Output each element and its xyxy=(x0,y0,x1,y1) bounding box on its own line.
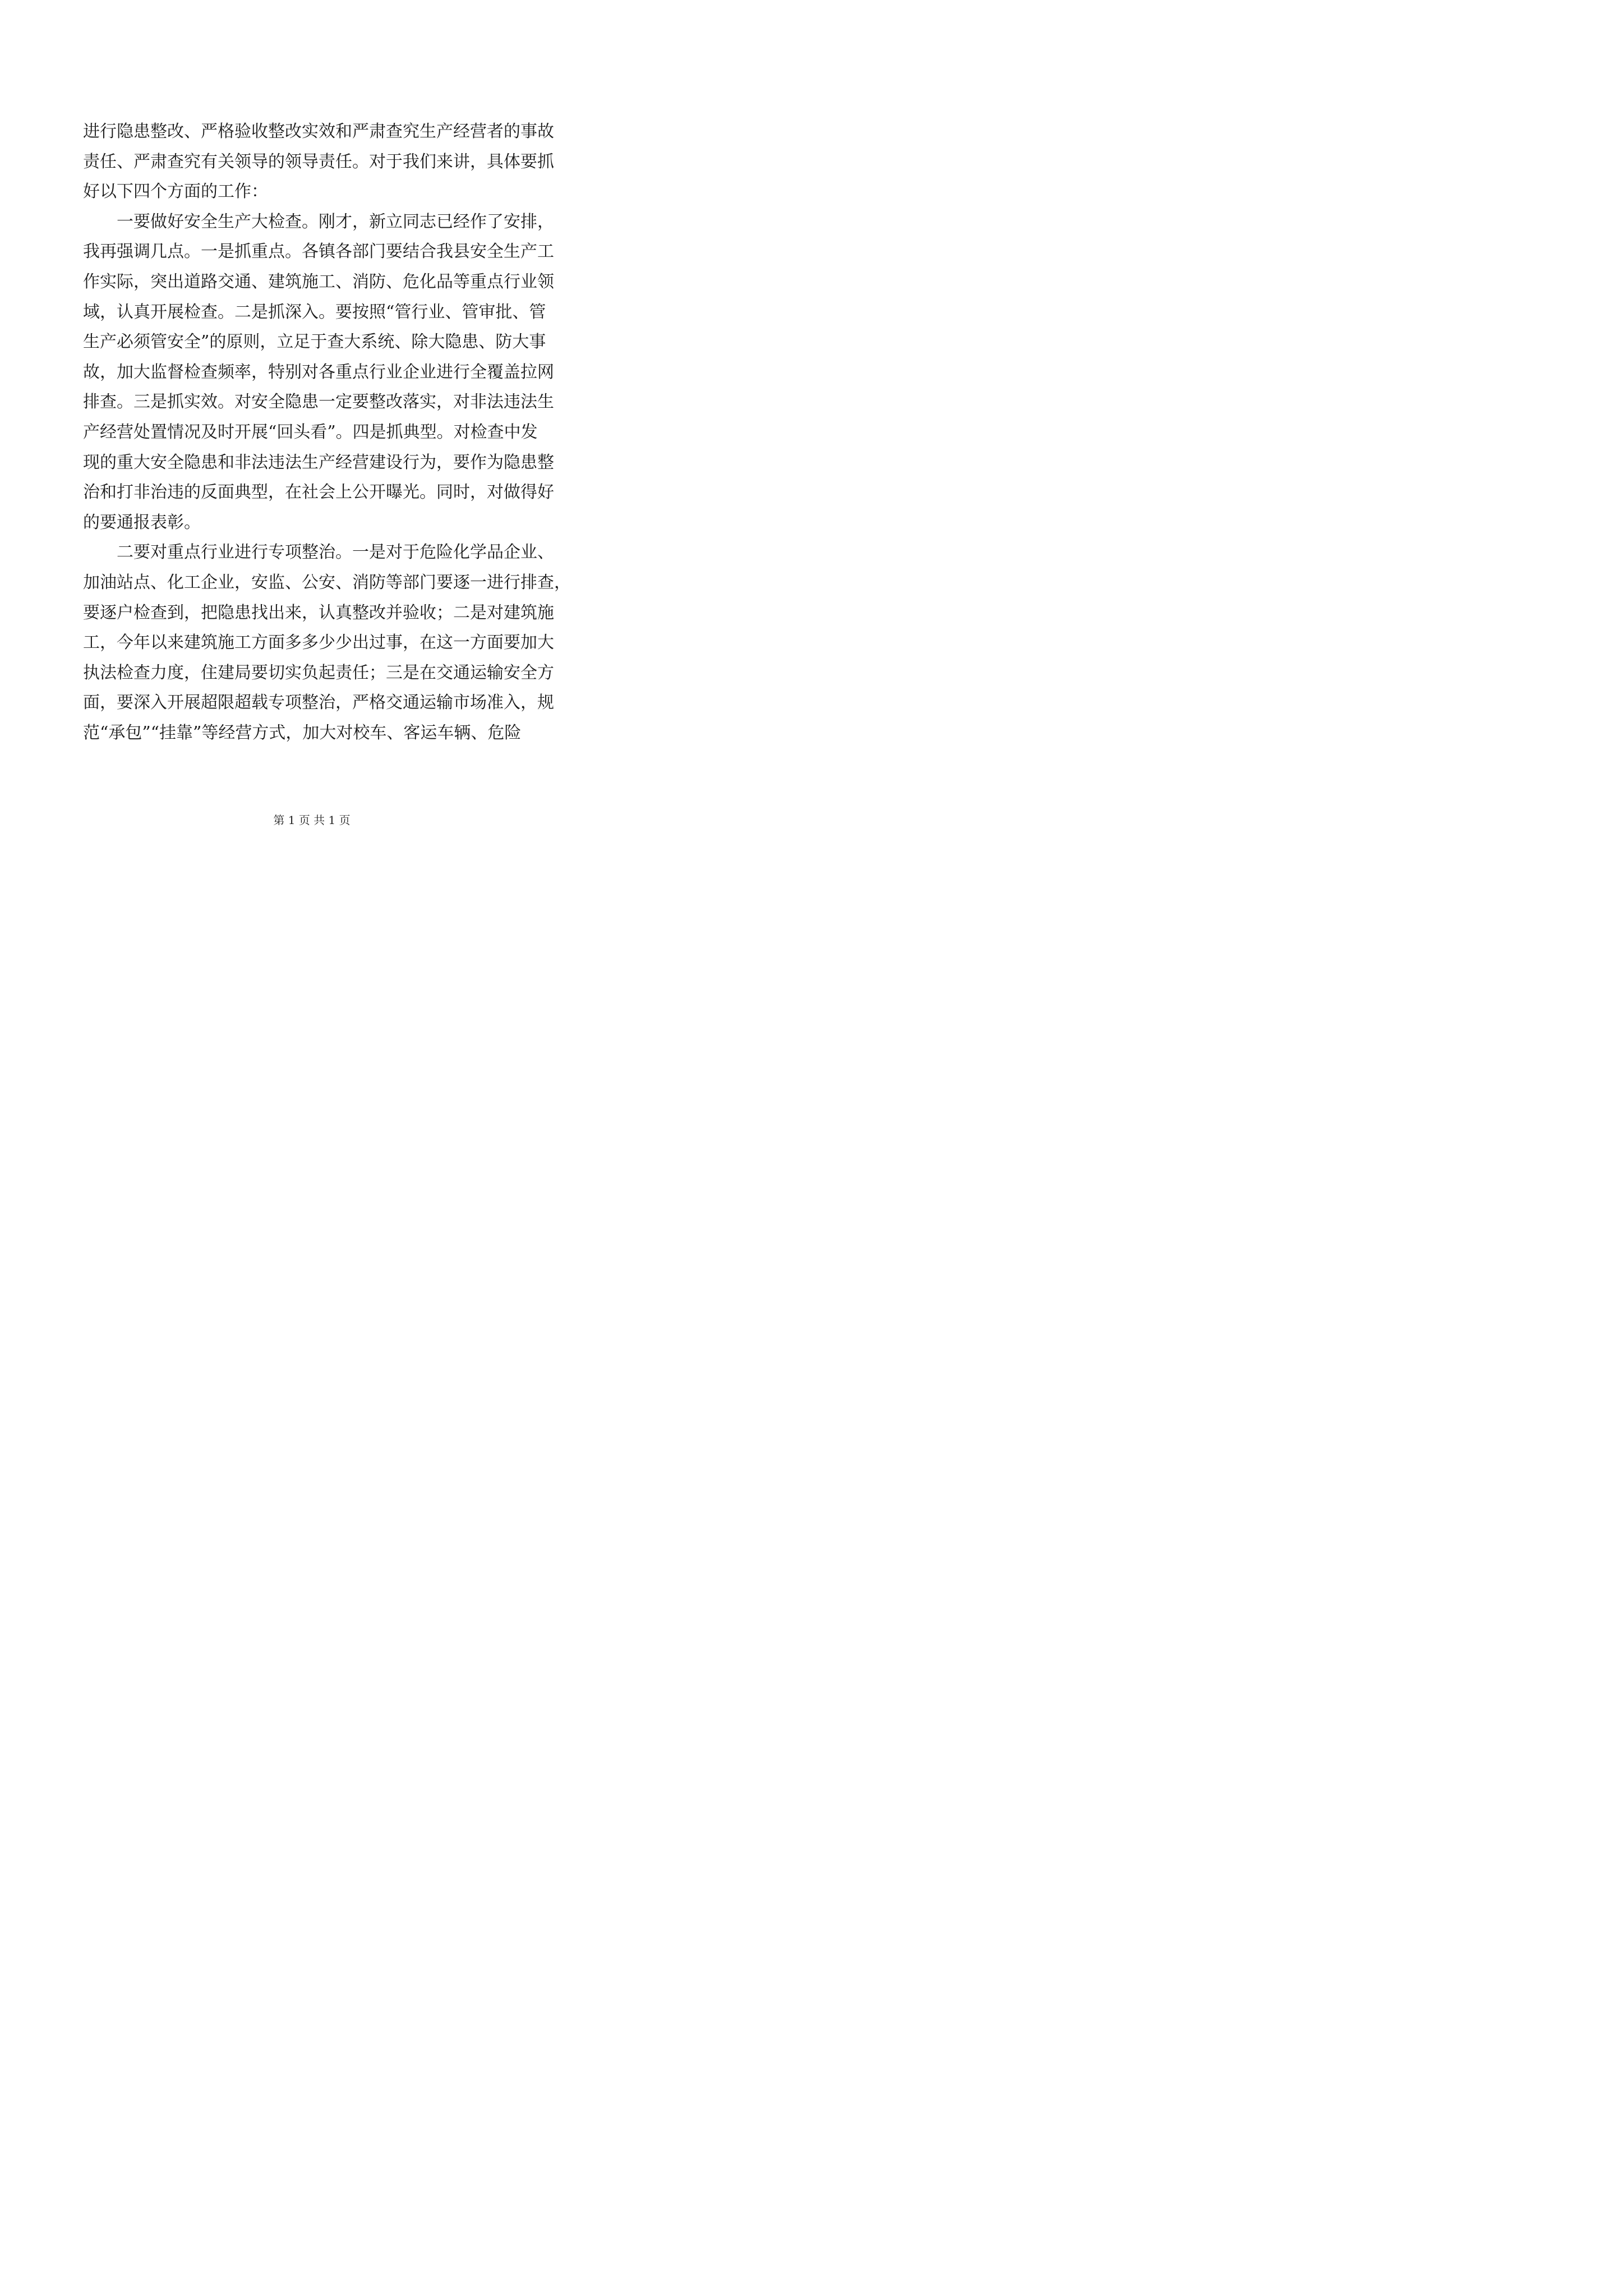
text-line: 现的重大安全隐患和非法违法生产经营建设行为，要作为隐患整 xyxy=(83,452,554,472)
text-line: 好以下四个方面的工作： xyxy=(83,182,268,202)
text-line: 二要对重点行业进行专项整治。一是对于危险化学品企业、 xyxy=(83,542,554,563)
text-line: 范“承包”“挂靠”等经营方式，加大对校车、客运车辆、危险 xyxy=(83,723,522,743)
text-line: 要逐户检查到，把隐患找出来，认真整改并验收；二是对建筑施 xyxy=(83,602,554,623)
text-line: 产经营处置情况及时开展“回头看”。四是抓典型。对检查中发 xyxy=(83,422,538,442)
text-line: 排查。三是抓实效。对安全隐患一定要整改落实，对非法违法生 xyxy=(83,392,554,412)
page-number-label: 第 1 页 共 1 页 xyxy=(273,813,351,827)
text-line: 工，今年以来建筑施工方面多多少少出过事，在这一方面要加大 xyxy=(83,633,554,653)
document-page xyxy=(0,0,624,882)
text-line: 的要通报表彰。 xyxy=(83,512,201,532)
text-line: 执法检查力度，住建局要切实负起责任；三是在交通运输安全方 xyxy=(83,662,554,683)
page-footer xyxy=(0,812,624,828)
text-line: 治和打非治违的反面典型，在社会上公开曝光。同时，对做得好 xyxy=(83,482,554,503)
text-line: 域，认真开展检查。二是抓深入。要按照“管行业、管审批、管 xyxy=(83,302,546,322)
body-text xyxy=(83,117,571,748)
text-line: 责任、严肃查究有关领导的领导责任。对于我们来讲，具体要抓 xyxy=(83,151,554,172)
text-line: 生产必须管安全”的原则，立足于查大系统、除大隐患、防大事 xyxy=(83,332,546,352)
text-line: 一要做好安全生产大检查。刚才，新立同志已经作了安排， xyxy=(83,211,554,232)
text-line: 故，加大监督检查频率，特别对各重点行业企业进行全覆盖拉网 xyxy=(83,362,554,382)
text-line: 面，要深入开展超限超载专项整治，严格交通运输市场准入，规 xyxy=(83,693,554,713)
text-line: 作实际，突出道路交通、建筑施工、消防、危化品等重点行业领 xyxy=(83,272,554,292)
text-line: 进行隐患整改、严格验收整改实效和严肃查究生产经营者的事故 xyxy=(83,122,554,141)
text-line: 我再强调几点。一是抓重点。各镇各部门要结合我县安全生产工 xyxy=(83,242,554,262)
text-line: 加油站点、化工企业，安监、公安、消防等部门要逐一进行排查， xyxy=(83,572,571,592)
